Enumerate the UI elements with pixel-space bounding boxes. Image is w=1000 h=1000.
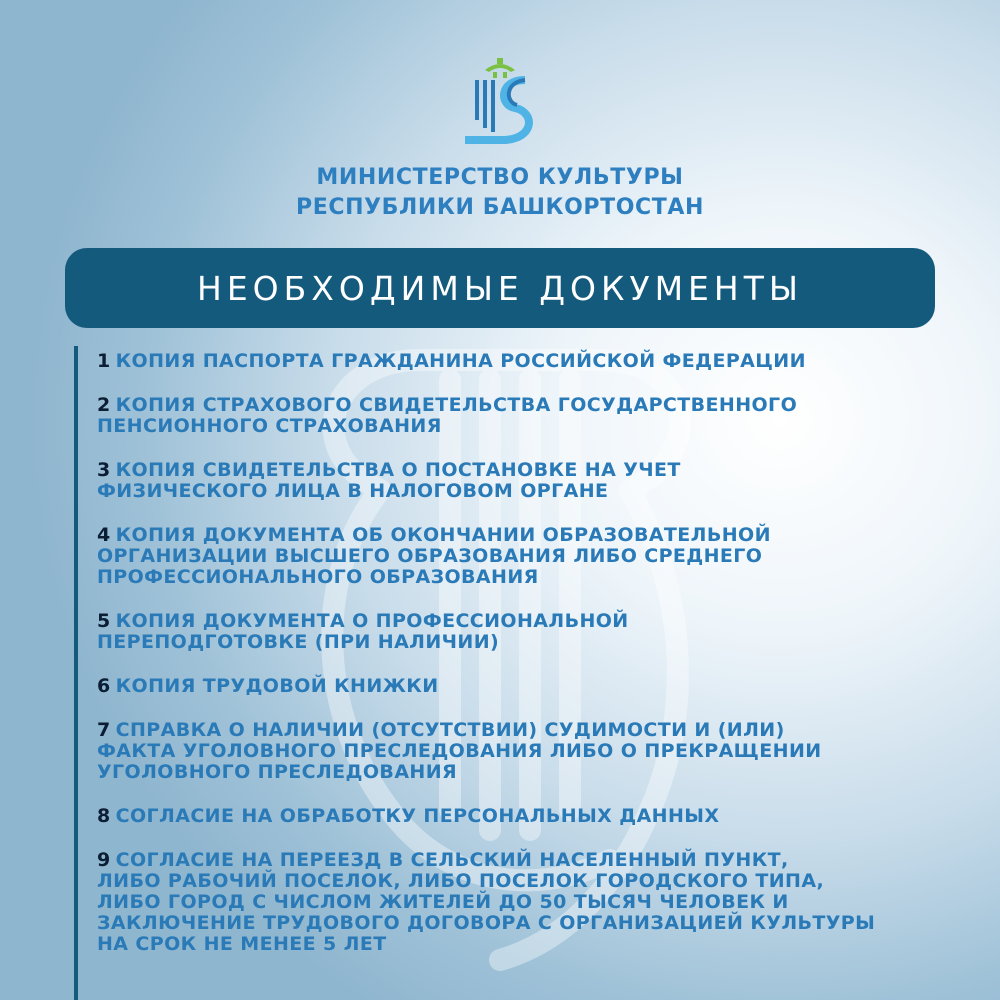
document-item-line [97, 567, 977, 588]
ministry-title-line2: РЕСПУБЛИКИ БАШКОРТОСТАН [295, 195, 705, 220]
document-number: 2 [97, 394, 111, 416]
document-text: ПЕНСИОННОГО СТРАХОВАНИЯ [97, 415, 442, 437]
section-banner [65, 248, 935, 328]
document-item-line [97, 806, 977, 827]
document-item-line [97, 892, 977, 913]
document-number: 4 [97, 524, 111, 546]
document-text: СОГЛАСИЕ НА ОБРАБОТКУ ПЕРСОНАЛЬНЫХ ДАННЫХ [115, 805, 720, 827]
document-item [97, 806, 977, 827]
banner-title: НЕОБХОДИМЫЕ ДОКУМЕНТЫ [197, 268, 803, 308]
document-number: 9 [97, 849, 111, 871]
document-item-line [97, 351, 977, 372]
document-text: НА СРОК НЕ МЕНЕЕ 5 ЛЕТ [97, 933, 387, 955]
document-item [97, 720, 977, 783]
document-item-line [97, 481, 977, 502]
document-item-line [97, 611, 977, 632]
document-item-line [97, 632, 977, 653]
document-text: КОПИЯ СТРАХОВОГО СВИДЕТЕЛЬСТВА ГОСУДАРСТВЕННОГО [115, 394, 798, 416]
document-item [97, 351, 977, 372]
document-text: ОРГАНИЗАЦИИ ВЫСШЕГО ОБРАЗОВАНИЯ ЛИБО СРЕДНЕГО [97, 545, 763, 567]
document-number: 1 [97, 350, 111, 372]
document-item [97, 395, 977, 437]
ministry-title-line1: МИНИСТЕРСТВО КУЛЬТУРЫ [316, 165, 684, 190]
document-text: КОПИЯ СВИДЕТЕЛЬСТВА О ПОСТАНОВКЕ НА УЧЕТ [115, 459, 681, 481]
document-item-line [97, 934, 977, 955]
document-number: 6 [97, 675, 111, 697]
document-text: ПЕРЕПОДГОТОВКЕ (ПРИ НАЛИЧИИ) [97, 631, 500, 653]
document-item-line [97, 546, 977, 567]
document-number: 8 [97, 805, 111, 827]
document-item [97, 525, 977, 588]
document-text: СПРАВКА О НАЛИЧИИ (ОТСУТСТВИИ) СУДИМОСТИ И (ИЛИ) [115, 719, 785, 741]
document-item-line [97, 460, 977, 481]
document-text: КОПИЯ ДОКУМЕНТА ОБ ОКОНЧАНИИ ОБРАЗОВАТЕЛЬНОЙ [115, 524, 771, 546]
document-item-line [97, 395, 977, 416]
document-item-line [97, 741, 977, 762]
document-text: КОПИЯ ТРУДОВОЙ КНИЖКИ [115, 675, 439, 697]
document-text: ЛИБО ГОРОД С ЧИСЛОМ ЖИТЕЛЕЙ ДО 50 ТЫСЯЧ ЧЕЛОВЕК И [97, 891, 789, 913]
document-text: ЛИБО РАБОЧИЙ ПОСЕЛОК, ЛИБО ПОСЕЛОК ГОРОДСКОГО ТИПА, [97, 870, 825, 892]
document-text: ФИЗИЧЕСКОГО ЛИЦА В НАЛОГОВОМ ОРГАНЕ [97, 480, 609, 502]
document-item [97, 611, 977, 653]
ministry-title [0, 163, 1000, 223]
document-item-line [97, 676, 977, 697]
ministry-logo-icon [455, 50, 545, 150]
document-text: УГОЛОВНОГО ПРЕСЛЕДОВАНИЯ [97, 761, 458, 783]
document-number: 3 [97, 459, 111, 481]
list-divider [74, 346, 78, 1000]
document-text: СОГЛАСИЕ НА ПЕРЕЕЗД В СЕЛЬСКИЙ НАСЕЛЕННЫЙ ПУНКТ, [115, 849, 789, 871]
document-text: КОПИЯ ДОКУМЕНТА О ПРОФЕССИОНАЛЬНОЙ [115, 610, 629, 632]
document-item-line [97, 913, 977, 934]
document-item-line [97, 850, 977, 871]
document-item [97, 460, 977, 502]
documents-list [97, 351, 977, 978]
document-number: 5 [97, 610, 111, 632]
document-number: 7 [97, 719, 111, 741]
document-text: КОПИЯ ПАСПОРТА ГРАЖДАНИНА РОССИЙСКОЙ ФЕДЕРАЦИИ [115, 350, 806, 372]
document-text: ПРОФЕССИОНАЛЬНОГО ОБРАЗОВАНИЯ [97, 566, 539, 588]
document-item-line [97, 762, 977, 783]
document-item [97, 850, 977, 955]
document-item-line [97, 416, 977, 437]
document-text: ЗАКЛЮЧЕНИЕ ТРУДОВОГО ДОГОВОРА С ОРГАНИЗАЦИЕЙ КУЛЬТУРЫ [97, 912, 876, 934]
document-text: ФАКТА УГОЛОВНОГО ПРЕСЛЕДОВАНИЯ ЛИБО О ПРЕКРАЩЕНИИ [97, 740, 822, 762]
document-item-line [97, 525, 977, 546]
document-item-line [97, 720, 977, 741]
document-item-line [97, 871, 977, 892]
document-item [97, 676, 977, 697]
